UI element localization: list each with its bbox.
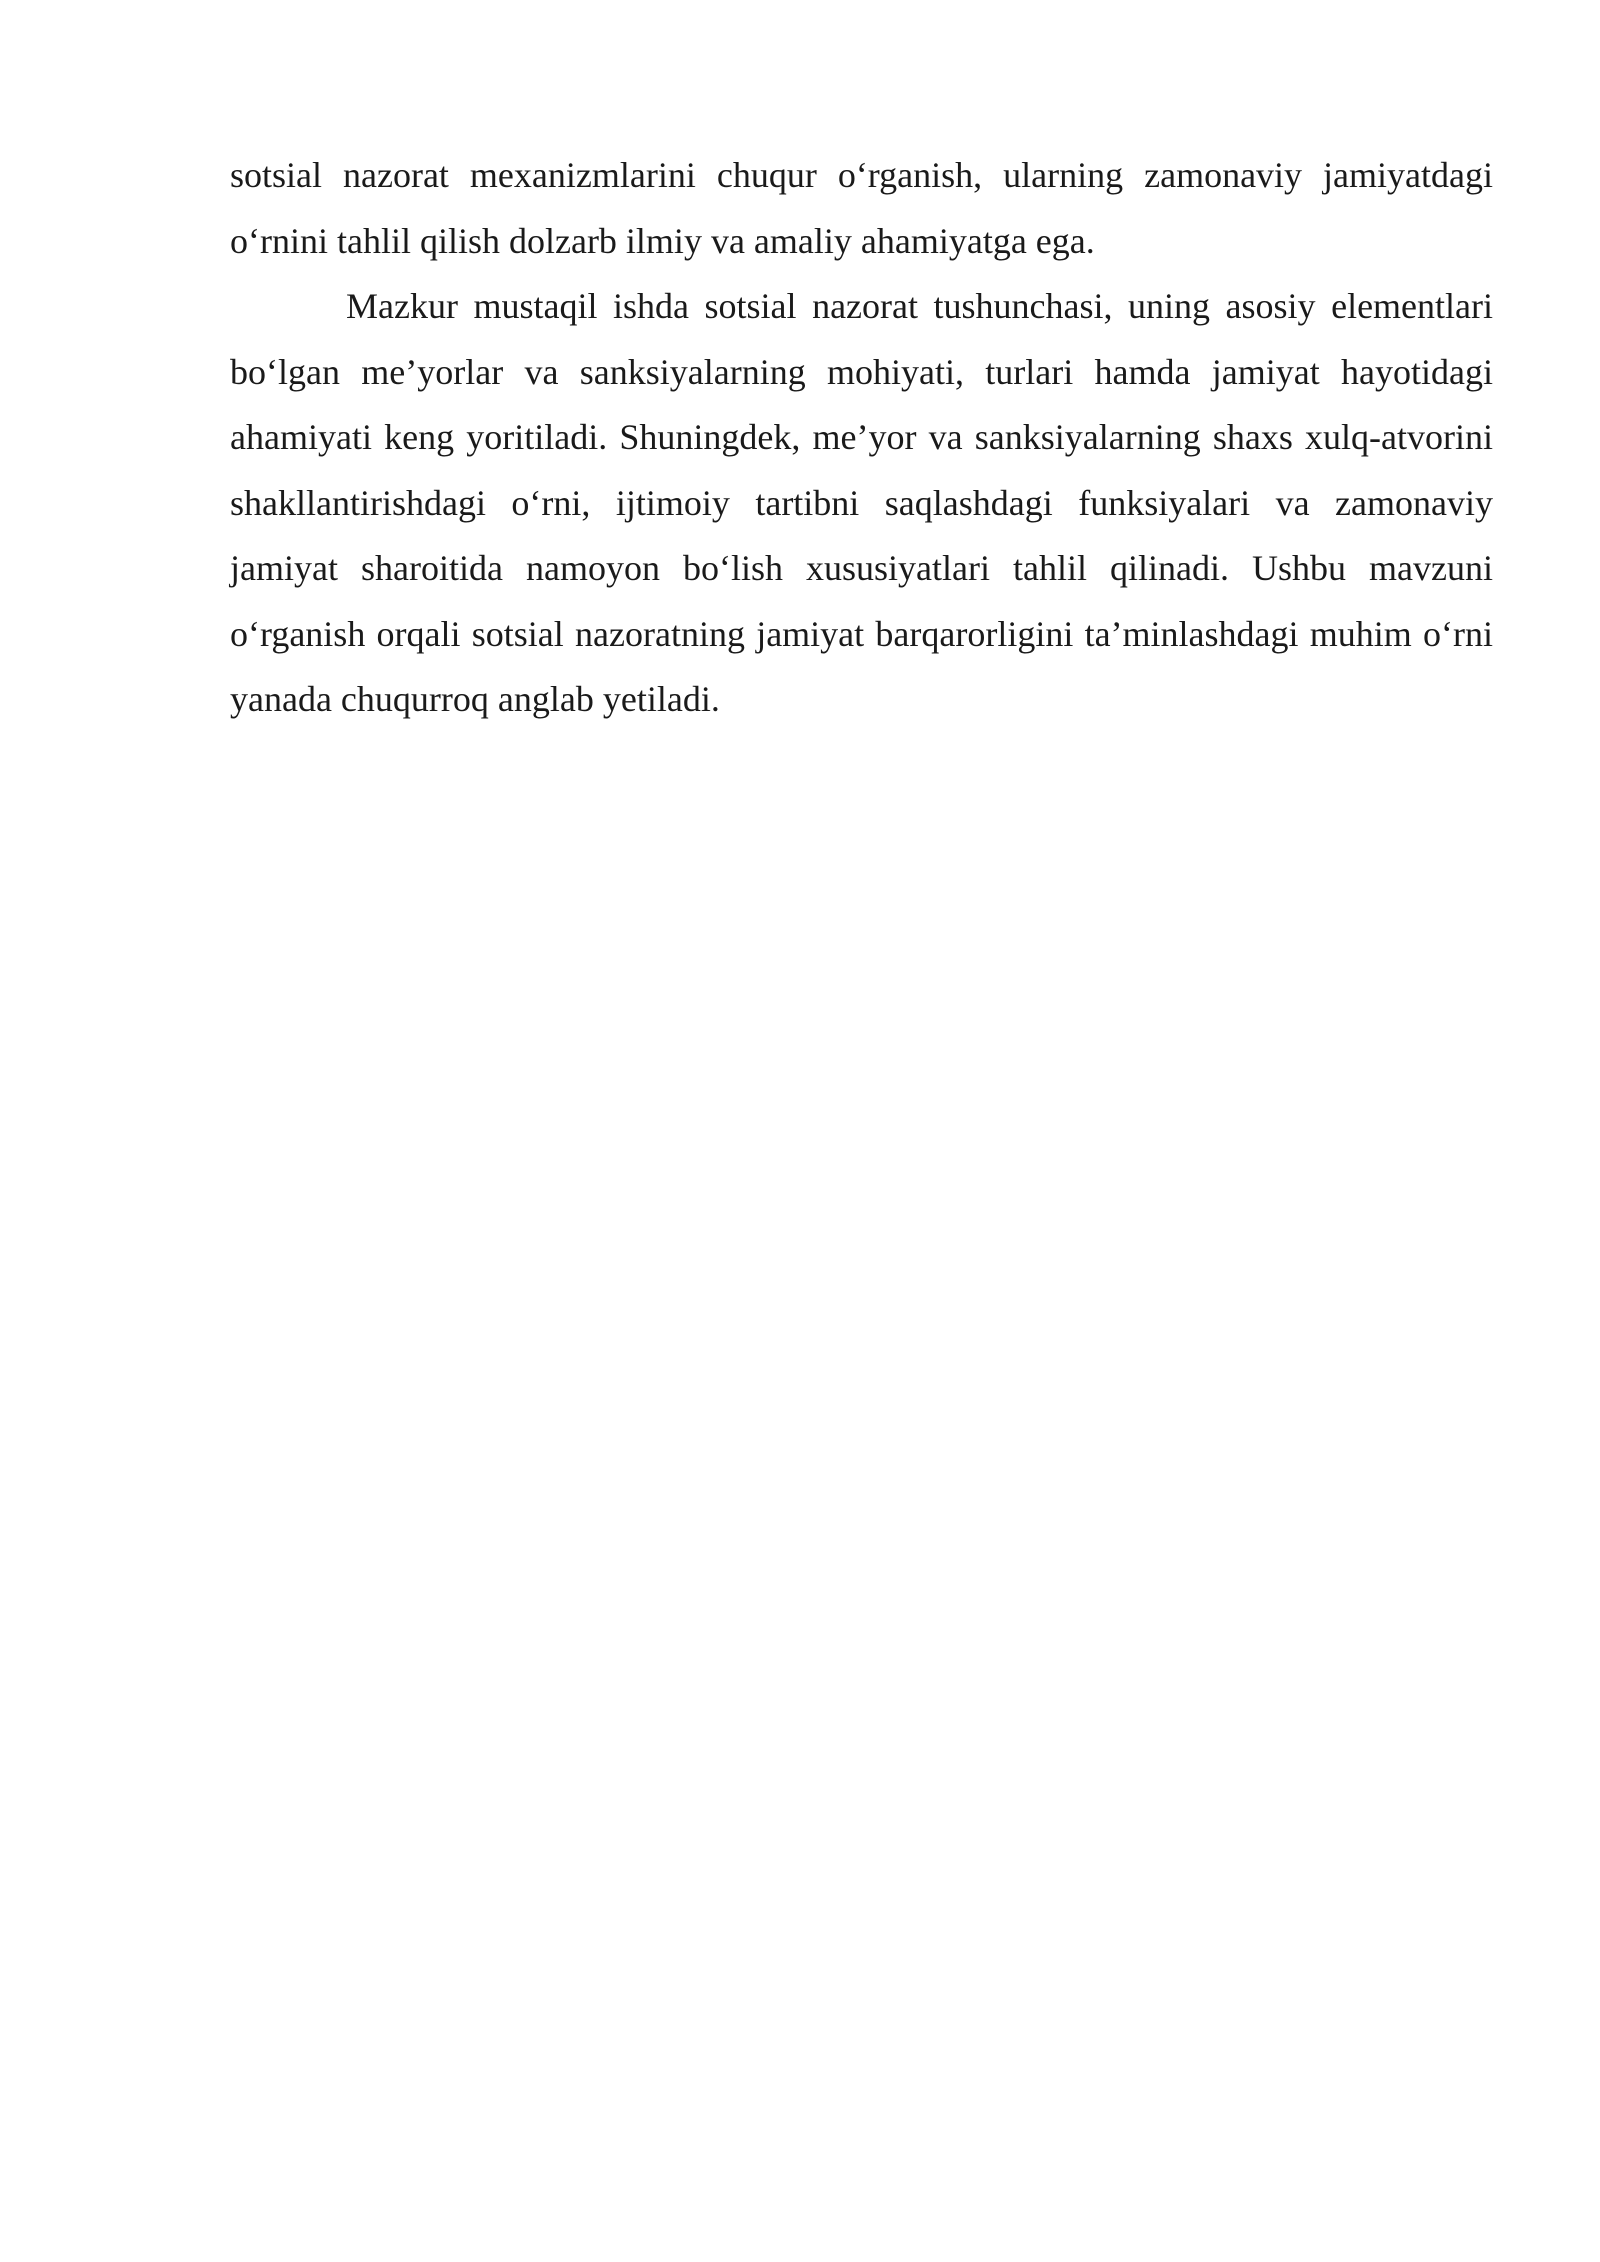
paragraph-continuation: sotsial nazorat mexanizmlarini chuqur o‘rganish, ularning zamonaviy jamiyatdagi o‘rnini tahlil qilish dolzarb ilmiy va amaliy ahamiyatga ega. (230, 155, 1493, 261)
paragraph-main: Mazkur mustaqil ishda sotsial nazorat tushunchasi, uning asosiy elementlari bo‘lgan me’yorlar va sanksiyalarning mohiyati, turlari hamda jamiyat hayotidagi ahamiyati keng yoritiladi. Shuningdek, me’yor va sanksiyalarning shaxs xulq-atvorini shakllantirishdagi o‘rni, ijtimoiy tartibni saqlashdagi funksiyalari va zamonaviy jamiyat sharoitida namoyon bo‘lish xususiyatlari tahlil qilinadi. Ushbu mavzuni o‘rganish orqali sotsial nazoratning jamiyat barqarorligini ta’minlashdagi muhim o‘rni yanada chuqurroq anglab yetiladi. (230, 286, 1493, 719)
body-text (230, 143, 1493, 733)
